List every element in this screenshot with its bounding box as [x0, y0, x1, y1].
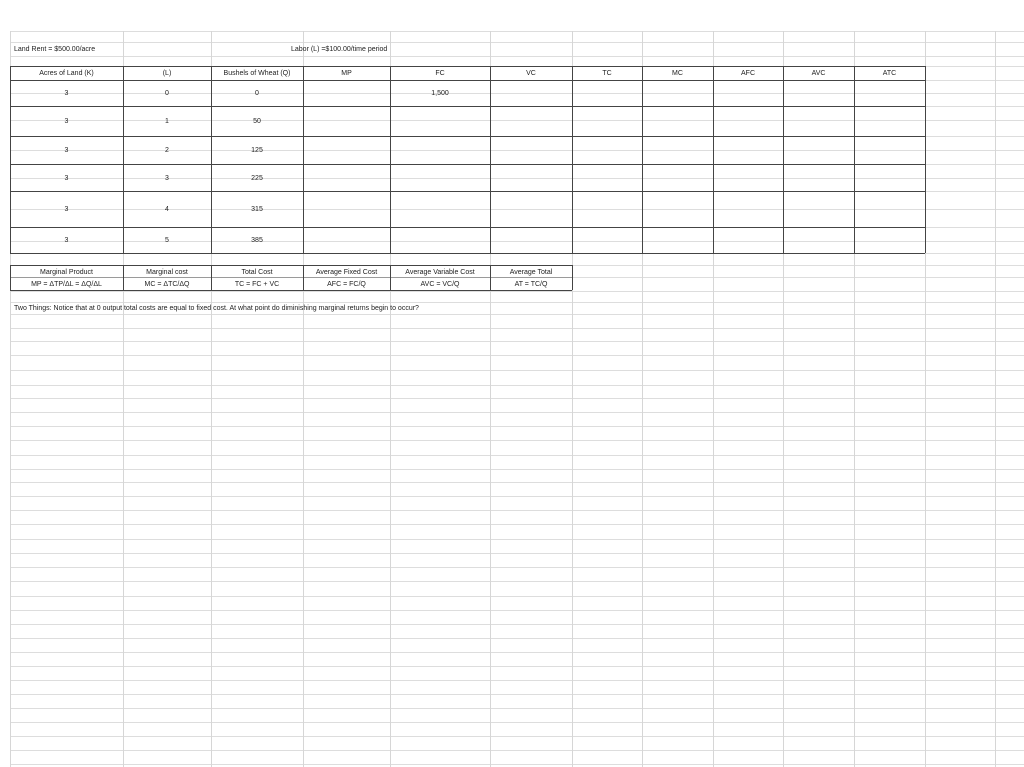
table-cell[interactable]: 3 — [64, 237, 69, 244]
table-cell[interactable]: 3 — [64, 118, 69, 125]
formula-expression: MP = ΔTP/ΔL = ΔQ/ΔL — [31, 281, 102, 288]
formula-expression: AFC = FC/Q — [327, 281, 366, 288]
grid-row-line — [10, 355, 1024, 356]
table-cell[interactable]: 3 — [64, 147, 69, 154]
table-cell[interactable]: 315 — [251, 206, 263, 213]
table-cell[interactable]: 1 — [165, 118, 169, 125]
grid-row-line — [10, 624, 1024, 625]
grid-row-line — [10, 553, 1024, 554]
formula-divider — [10, 277, 572, 278]
formula-name: Average Fixed Cost — [315, 269, 378, 276]
table-header-cell: Acres of Land (K) — [39, 70, 94, 77]
table-cell[interactable]: 3 — [64, 175, 69, 182]
grid-row-line — [10, 750, 1024, 751]
table-border-v — [490, 66, 491, 253]
table-border-h — [10, 80, 925, 81]
grid-row-line — [10, 581, 1024, 582]
labor-cost-label: Labor (L) =$100.00/time period — [291, 46, 388, 53]
formula-border-h — [10, 290, 572, 291]
grid-column-line — [995, 31, 996, 767]
table-cell[interactable]: 4 — [165, 206, 169, 213]
table-border-h — [10, 191, 925, 192]
table-header-cell: AVC — [811, 70, 826, 77]
grid-row-line — [10, 638, 1024, 639]
grid-row-line — [10, 42, 1024, 43]
formula-expression: AVC = VC/Q — [420, 281, 460, 288]
question-text: Two Things: Notice that at 0 output total costs are equal to fixed cost. At what point do diminishing marginal returns begin to occur? — [14, 305, 419, 312]
table-border-h — [10, 253, 925, 254]
grid-row-line — [10, 694, 1024, 695]
table-border-v — [572, 66, 573, 253]
table-cell[interactable]: 5 — [165, 237, 169, 244]
grid-row-line — [10, 455, 1024, 456]
table-border-v — [925, 66, 926, 253]
grid-row-line — [10, 722, 1024, 723]
table-header-cell: FC — [435, 70, 445, 77]
formula-border-h — [10, 265, 572, 266]
grid-row-line — [10, 31, 1024, 32]
table-header-cell: MP — [341, 70, 352, 77]
table-border-v — [854, 66, 855, 253]
grid-row-line — [10, 56, 1024, 57]
table-cell[interactable]: 3 — [64, 206, 69, 213]
formula-name: Marginal Product — [40, 269, 93, 276]
table-border-v — [783, 66, 784, 253]
grid-row-line — [10, 596, 1024, 597]
table-cell[interactable]: 3 — [64, 90, 69, 97]
table-header-cell: TC — [602, 70, 612, 77]
grid-row-line — [10, 385, 1024, 386]
formula-expression: MC = ΔTC/ΔQ — [144, 281, 190, 288]
grid-row-line — [10, 524, 1024, 525]
table-cell[interactable]: 225 — [251, 175, 263, 182]
grid-row-line — [10, 341, 1024, 342]
grid-row-line — [10, 469, 1024, 470]
grid-row-line — [10, 666, 1024, 667]
grid-row-line — [10, 426, 1024, 427]
grid-row-line — [10, 482, 1024, 483]
table-header-cell: AFC — [741, 70, 755, 77]
table-border-h — [10, 106, 925, 107]
formula-expression: TC = FC + VC — [234, 281, 280, 288]
grid-row-line — [10, 440, 1024, 441]
grid-row-line — [10, 291, 1024, 292]
grid-row-line — [10, 370, 1024, 371]
table-cell[interactable]: 3 — [165, 175, 169, 182]
grid-row-line — [10, 680, 1024, 681]
grid-row-line — [10, 764, 1024, 765]
table-cell[interactable]: 0 — [165, 90, 169, 97]
grid-row-line — [10, 314, 1024, 315]
table-border-h — [10, 66, 925, 67]
table-header-cell: ATC — [882, 70, 897, 77]
grid-row-line — [10, 302, 1024, 303]
table-header-cell: VC — [526, 70, 536, 77]
table-cell[interactable]: 385 — [251, 237, 263, 244]
table-header-cell: MC — [672, 70, 683, 77]
table-border-v — [303, 66, 304, 253]
table-border-v — [713, 66, 714, 253]
table-cell[interactable]: 125 — [251, 147, 263, 154]
land-rent-label: Land Rent = $500.00/acre — [14, 46, 96, 53]
table-cell[interactable]: 0 — [255, 90, 259, 97]
table-cell[interactable]: 50 — [253, 118, 261, 125]
formula-name: Marginal cost — [146, 269, 188, 276]
grid-row-line — [10, 539, 1024, 540]
grid-row-line — [10, 412, 1024, 413]
table-border-v — [642, 66, 643, 253]
grid-row-line — [10, 328, 1024, 329]
table-header-cell: (L) — [162, 70, 172, 77]
grid-row-line — [10, 652, 1024, 653]
formula-expression: AT = TC/Q — [514, 281, 548, 288]
grid-row-line — [10, 398, 1024, 399]
grid-row-line — [10, 610, 1024, 611]
formula-name: Average Variable Cost — [405, 269, 475, 276]
grid-row-line — [10, 736, 1024, 737]
grid-row-line — [10, 567, 1024, 568]
grid-row-line — [10, 708, 1024, 709]
table-cell[interactable]: 2 — [165, 147, 169, 154]
table-border-h — [10, 227, 925, 228]
grid-row-line — [10, 510, 1024, 511]
grid-row-line — [10, 496, 1024, 497]
formula-name: Average Total — [509, 269, 553, 276]
formula-border-v — [572, 265, 573, 290]
table-border-h — [10, 136, 925, 137]
formula-name: Total Cost — [241, 269, 273, 276]
table-cell[interactable]: 1,500 — [431, 90, 449, 97]
table-header-cell: Bushels of Wheat (Q) — [223, 70, 291, 77]
table-border-h — [10, 164, 925, 165]
